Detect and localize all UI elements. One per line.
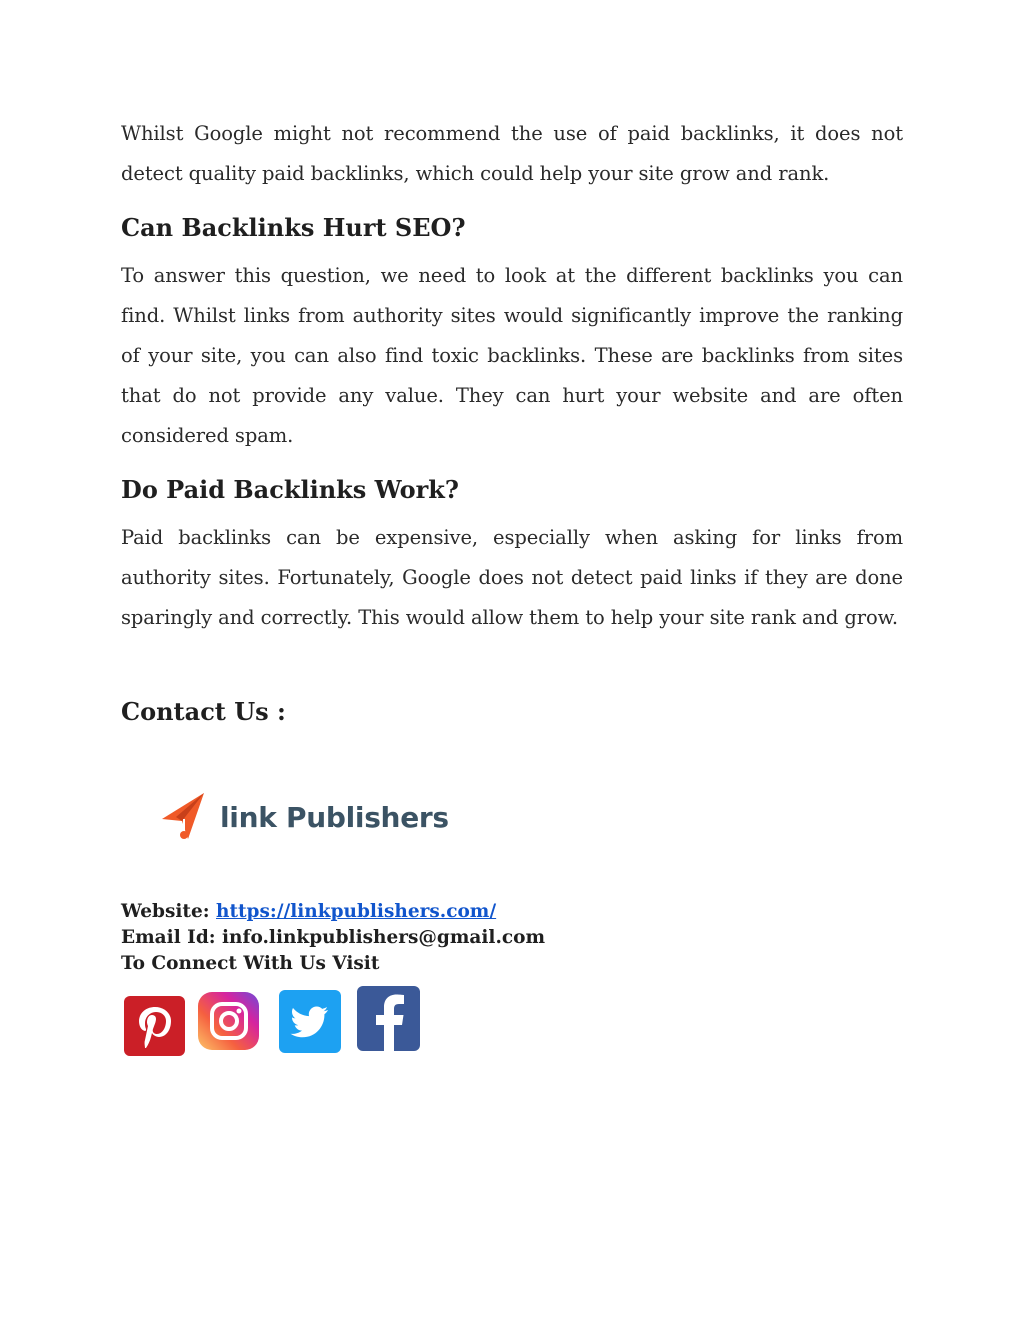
section-heading-backlinks-hurt-seo: Can Backlinks Hurt SEO?: [121, 213, 466, 242]
logo-wordmark: link Publishers: [220, 800, 449, 834]
link-publishers-logo: [158, 788, 458, 846]
website-label: Website:: [121, 901, 210, 922]
website-line: [121, 899, 496, 925]
pinterest-icon[interactable]: [124, 996, 185, 1056]
connect-line: To Connect With Us Visit: [121, 953, 380, 974]
section-body-backlinks-hurt-seo: To answer this question, we need to look at the different backlinks you can find. Whilst links from authority sites would significantly improve the ranking of your site, you can also find toxic backlinks. These are backlinks from sites that do not provide any value. They can hurt your website and are often considered spam.: [121, 264, 903, 447]
twitter-icon[interactable]: [279, 990, 341, 1053]
intro-paragraph: Whilst Google might not recommend the use of paid backlinks, it does not detect quality paid backlinks, which could help your site grow and rank.: [121, 122, 903, 185]
facebook-icon[interactable]: [357, 986, 420, 1051]
instagram-icon[interactable]: [198, 992, 259, 1050]
paper-plane-logo-icon: [158, 789, 208, 845]
email-line: Email Id: info.linkpublishers@gmail.com: [121, 927, 546, 948]
section-heading-paid-backlinks-work: Do Paid Backlinks Work?: [121, 475, 459, 504]
contact-heading: Contact Us :: [121, 697, 286, 726]
website-link[interactable]: https://linkpublishers.com/: [216, 901, 497, 922]
section-body-paid-backlinks-work: Paid backlinks can be expensive, especially when asking for links from authority sites. Fortunately, Google does not detect paid links if they are done sparingly and correctly. This would allow them to help your site rank and grow.: [121, 526, 903, 629]
